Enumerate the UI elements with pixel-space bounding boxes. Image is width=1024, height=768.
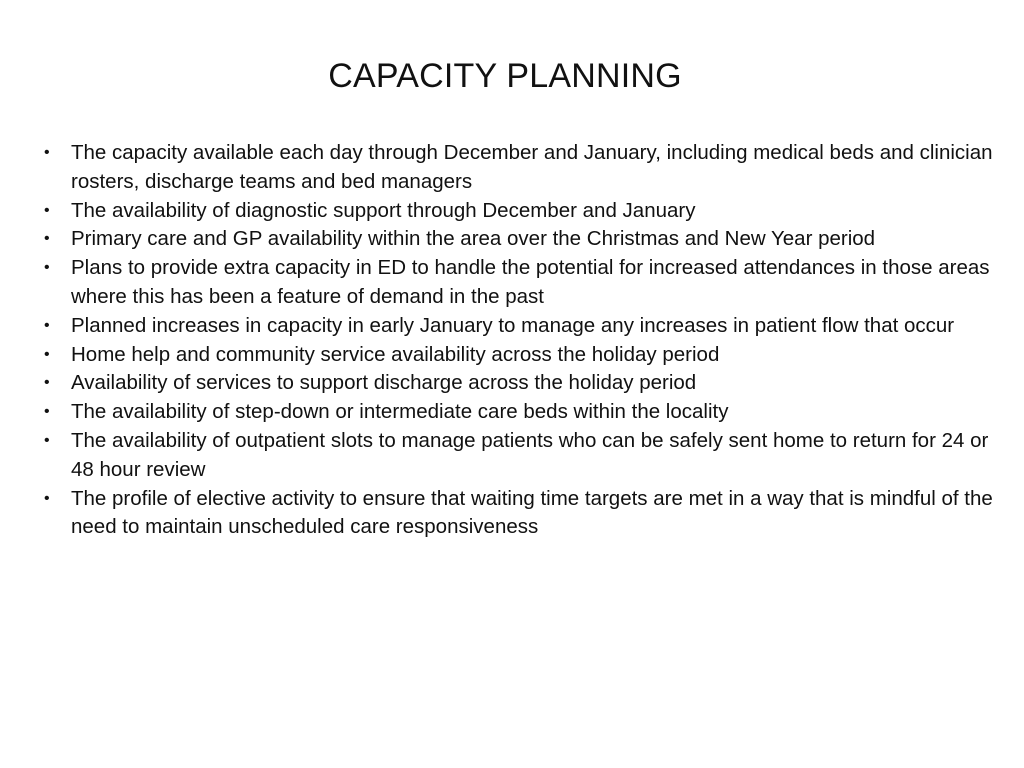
bullet-icon: • — [44, 345, 50, 363]
slide-title: CAPACITY PLANNING — [328, 57, 682, 95]
bullet-text: Availability of services to support discharge across the holiday period — [71, 371, 697, 395]
bullet-text: Home help and community service availability across the holiday period — [71, 342, 720, 366]
bullet-icon: • — [44, 144, 50, 161]
bullet-text: The availability of diagnostic support through December and January — [71, 198, 696, 222]
bullet-icon: • — [44, 374, 50, 392]
bullet-item — [44, 341, 994, 370]
bullet-item — [44, 485, 994, 543]
bullet-item — [44, 369, 994, 398]
bullet-item — [44, 312, 994, 341]
bullet-text: Planned increases in capacity in early January to manage any increases in patient flow that occur — [71, 313, 955, 337]
bullet-text: The availability of step-down or intermediate care beds within the locality — [71, 400, 729, 424]
bullet-icon: • — [44, 489, 50, 507]
bullet-icon: • — [44, 403, 50, 421]
bullet-list — [44, 139, 994, 542]
bullet-item — [44, 197, 994, 226]
bullet-text: Primary care and GP availability within the area over the Christmas and New Year period — [71, 227, 876, 251]
bullet-icon: • — [44, 230, 50, 248]
bullet-item — [44, 225, 994, 254]
bullet-item — [44, 254, 994, 312]
bullet-item — [44, 398, 994, 427]
bullet-icon: • — [44, 259, 50, 277]
bullet-item — [44, 139, 994, 197]
bullet-text: Plans to provide extra capacity in ED to handle the potential for increased attendances in those areas where this has been a feature of demand in the past — [71, 256, 990, 308]
bullet-icon: • — [44, 201, 50, 219]
bullet-icon: • — [44, 431, 50, 449]
bullet-item — [44, 427, 994, 485]
bullet-icon: • — [44, 316, 50, 334]
bullet-text: The profile of elective activity to ensure that waiting time targets are met in a way that is mindful of the need to maintain unscheduled care responsiveness — [71, 486, 993, 539]
bullet-text: The capacity available each day through December and January, including medical beds and clinician rosters, discharge teams and bed managers — [71, 141, 993, 193]
bullet-text: The availability of outpatient slots to manage patients who can be safely sent home to return for 24 or 48 hour review — [71, 428, 989, 481]
